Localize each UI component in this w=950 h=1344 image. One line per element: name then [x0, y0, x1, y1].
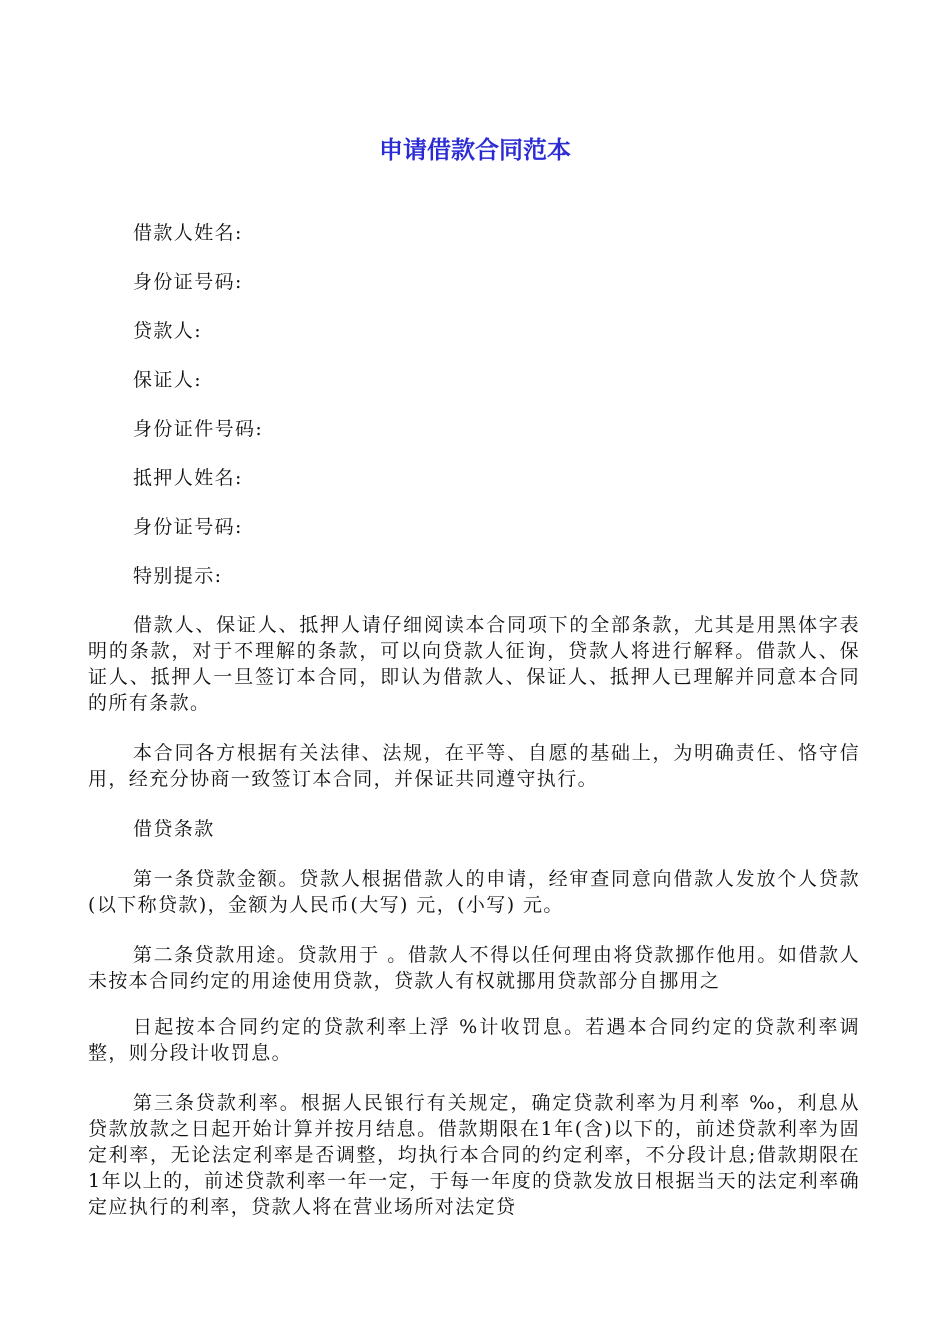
- field-mortgagor-id-number: 身份证号码:: [133, 516, 243, 538]
- preamble-paragraph: 本合同各方根据有关法律、法规，在平等、自愿的基础上，为明确责任、恪守信用，经充分协商一致签订本合同，并保证共同遵守执行。: [88, 742, 860, 790]
- document-body: [88, 220, 860, 1244]
- article-2-paragraph: 第二条贷款用途。贷款用于 。借款人不得以任何理由将贷款挪作他用。如借款人未按本合同约定的用途使用贷款，贷款人有权就挪用贷款部分自挪用之: [88, 944, 860, 992]
- field-borrower-id-number: 身份证号码:: [133, 271, 243, 293]
- field-lender: 贷款人:: [133, 320, 203, 342]
- field-guarantor-id-number: 身份证件号码:: [133, 418, 264, 440]
- field-special-notice: 特别提示:: [133, 565, 223, 587]
- document-title: 申请借款合同范本: [379, 136, 571, 164]
- field-guarantor: 保证人:: [133, 369, 203, 391]
- notice-paragraph: 借款人、保证人、抵押人请仔细阅读本合同项下的全部条款，尤其是用黑体字表明的条款，对于不理解的条款，可以向贷款人征询，贷款人将进行解释。借款人、保证人、抵押人一旦签订本合同，即认为借款人、保证人、抵押人已理解并同意本合同的所有条款。: [88, 614, 860, 714]
- field-borrower-name: 借款人姓名:: [133, 222, 243, 244]
- section-heading: 借贷条款: [133, 818, 215, 840]
- field-mortgagor-name: 抵押人姓名:: [133, 467, 243, 489]
- article-3-paragraph: 第三条贷款利率。根据人民银行有关规定，确定贷款利率为月利率 ‰，利息从贷款放款之日起开始计算并按月结息。借款期限在1年(含)以下的，前述贷款利率为固定利率，无论法定利率是否调整，均执行本合同的约定利率，不分段计息;借款期限在1年以上的，前述贷款利率一年一定，于每一年度的贷款发放日根据当天的法定利率确定应执行的利率，贷款人将在营业场所对法定贷: [88, 1092, 860, 1218]
- article-1-paragraph: 第一条贷款金额。贷款人根据借款人的申请，经审查同意向借款人发放个人贷款(以下称贷款)，金额为人民币(大写) 元，(小写) 元。: [88, 868, 860, 916]
- article-2-continuation-paragraph: 日起按本合同约定的贷款利率上浮 %计收罚息。若遇本合同约定的贷款利率调整，则分段计收罚息。: [88, 1016, 860, 1064]
